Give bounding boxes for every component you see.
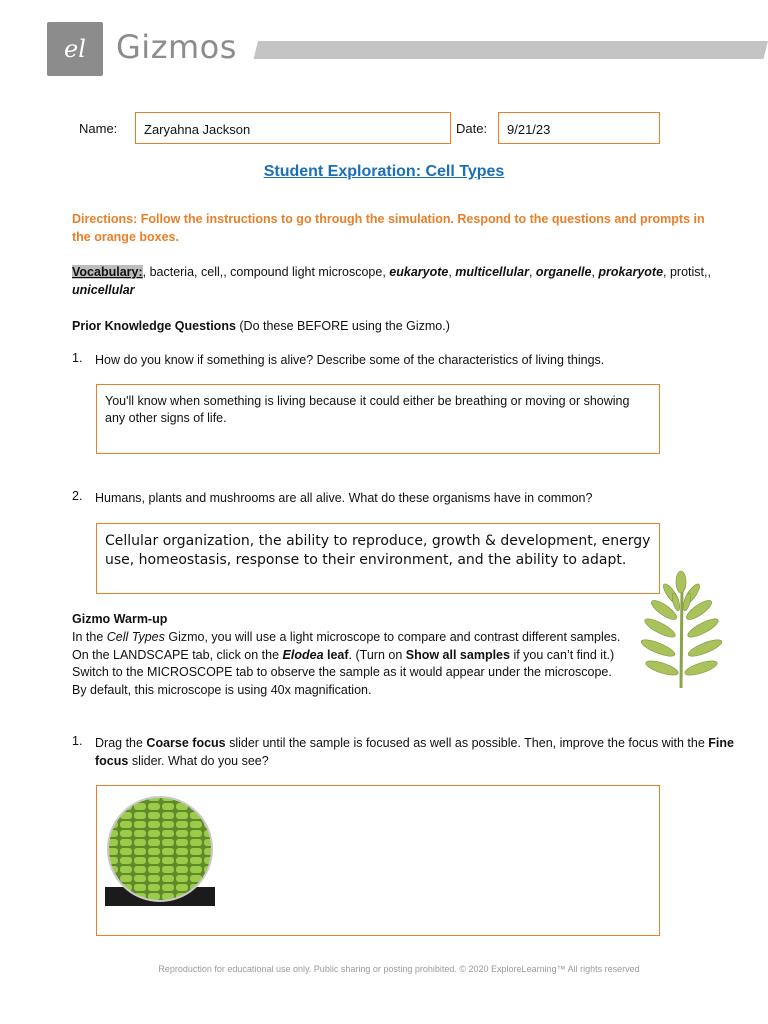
date-field[interactable]: 9/21/23 xyxy=(498,112,660,144)
warmup-section xyxy=(72,611,627,700)
warmup-heading: Gizmo Warm-up xyxy=(72,612,168,626)
warmup-text: if you can’t find it.) Switch to the MICROSCOPE tab to observe the sample as it would appear under the microscope. By default, this microscope is using 40x magnification. xyxy=(72,647,615,698)
prior-note: (Do these BEFORE using the Gizmo.) xyxy=(235,319,450,333)
explorelearning-logo xyxy=(47,22,103,76)
name-label: Name: xyxy=(79,121,118,136)
vocab-text: , bacteria, cell,, compound light microscope, xyxy=(142,265,390,279)
header-bar xyxy=(254,41,768,59)
vocab-text: , protist,, xyxy=(663,265,711,279)
warmup-q-text: Drag the xyxy=(95,736,147,750)
elodea-term: Elodea xyxy=(282,647,324,662)
answer-box-2[interactable]: Cellular organization, the ability to reproduce, growth & development, energy use, homeostasis, response to their environment, and the ability to adapt. xyxy=(96,523,660,594)
warmup-q-text: slider until the sample is focused as well as possible. Then, improve the focus with the xyxy=(225,736,709,750)
answer-box-1[interactable]: You'll know when something is living because it could either be breathing or moving or showing any other signs of life. xyxy=(96,384,660,454)
directions: Directions: Follow the instructions to go through the simulation. Respond to the questions and prompts in the orange boxes. xyxy=(72,212,705,244)
elodea-plant-icon xyxy=(636,570,726,690)
vocab-term: eukaryote xyxy=(389,265,449,279)
name-field[interactable]: Zaryahna Jackson xyxy=(135,112,451,144)
logo-mark: el xyxy=(64,35,86,63)
vocab-term: multicellular xyxy=(455,265,529,279)
prior-heading-text: Prior Knowledge Questions xyxy=(72,319,236,333)
show-all-term: Show all samples xyxy=(405,647,510,662)
vocab-term: prokaryote xyxy=(598,265,664,279)
microscope-view-image xyxy=(105,793,215,906)
warmup-q-text: slider. What do you see? xyxy=(128,754,269,768)
leaf-term: leaf xyxy=(323,647,349,662)
warmup-question-text xyxy=(95,734,735,770)
coarse-focus-term: Coarse focus xyxy=(146,736,226,750)
brand-name: Gizmos xyxy=(116,28,237,66)
vocabulary: Vocabulary:, bacteria, cell,, compound light microscope, eukaryote, multicellular, organelle, prokaryote, protist,, unicellular xyxy=(72,265,711,297)
question-number: 2. xyxy=(72,489,83,503)
vocab-term: unicellular xyxy=(72,283,135,297)
question-text: Humans, plants and mushrooms are all alive. What do these organisms have in common? xyxy=(95,491,593,505)
warmup-text: . (Turn on xyxy=(348,647,406,662)
footer-copyright: Reproduction for educational use only. Public sharing or posting prohibited. © 2020 ExploreLearning™ All rights reserved xyxy=(158,964,640,974)
date-label: Date: xyxy=(456,121,488,136)
fine-focus-term: Fine focus xyxy=(95,736,734,768)
question-text: How do you know if something is alive? Describe some of the characteristics of living things. xyxy=(95,353,605,367)
warmup-text: Gizmo, you will use a light microscope to compare and contrast different samples. On the LANDSCAPE tab, click on the xyxy=(72,629,621,662)
warmup-text: In the xyxy=(72,629,107,644)
vocabulary-label: Vocabulary: xyxy=(72,265,143,279)
question-number: 1. xyxy=(72,351,83,365)
gizmo-name: Cell Types xyxy=(106,629,165,644)
prior-knowledge-heading xyxy=(72,317,712,335)
question-number: 1. xyxy=(72,734,83,748)
vocab-term: organelle xyxy=(535,265,592,279)
page-title: Student Exploration: Cell Types xyxy=(263,163,505,180)
